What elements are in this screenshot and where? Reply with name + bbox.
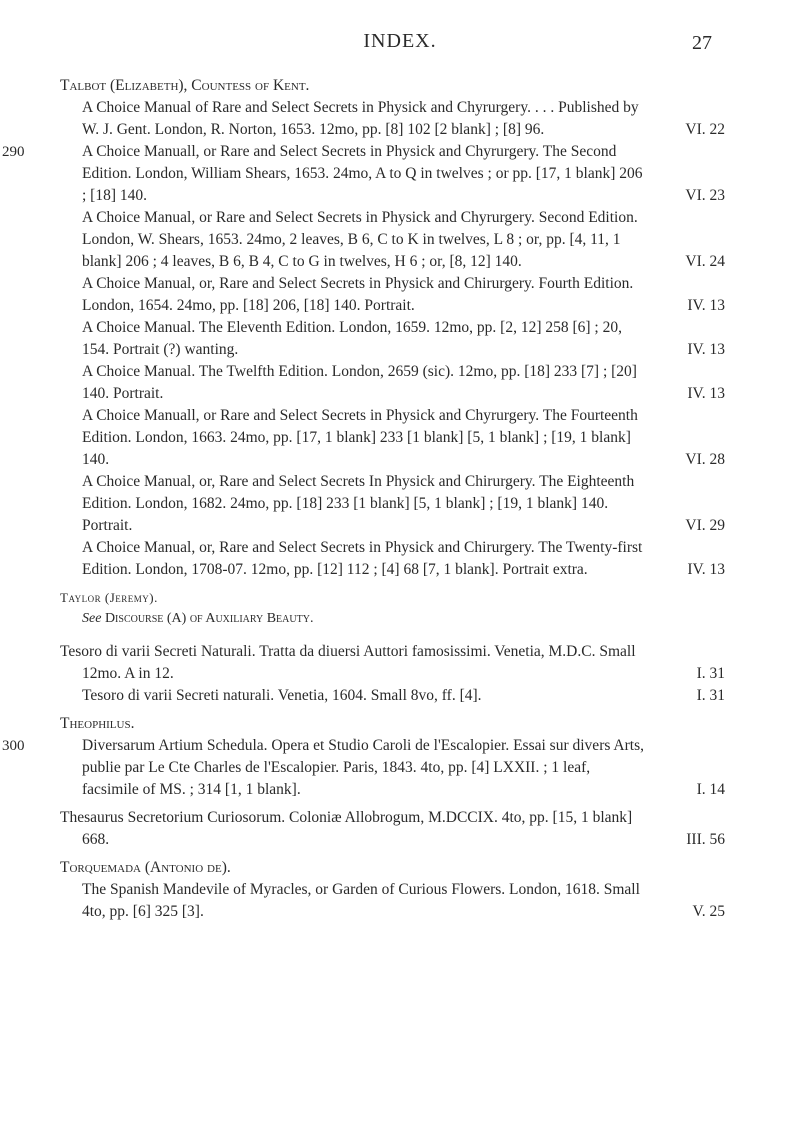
entry-heading: Talbot (Elizabeth), Countess of Kent. [60,77,310,94]
volume-ref: IV. 13 [687,341,725,358]
see-reference [60,609,725,629]
item-text: A Choice Manual. The Twelfth Edition. London, 2659 (sic). 12mo, pp. [18] 233 [7] ; [20] 140. Portrait. [82,363,637,402]
index-item [60,207,725,273]
index-item [60,471,725,537]
item-text: A Choice Manual, or, Rare and Select Secrets in Physick and Chirurgery. The Twenty-first Edition. London, 1708-07. 12mo, pp. [12] 112 ; [4] 68 [7, 1 blank]. Portrait extra. [82,539,643,578]
volume-ref: VI. 22 [685,121,725,138]
index-entry-thesaurus [60,807,725,851]
volume-ref: IV. 13 [687,561,725,578]
index-item [60,273,725,317]
see-prefix: See [82,611,102,626]
index-item [60,317,725,361]
item-text: A Choice Manual, or, Rare and Select Secrets in Physick and Chirurgery. Fourth Edition. London, 1654. 24mo, pp. [18] 206, [18] 140. Portrait. [82,275,634,314]
item-text: A Choice Manual of Rare and Select Secrets in Physick and Chyrurgery. . . . Published by W. J. Gent. London, R. Norton, 1653. 12mo, pp. [8] 102 [2 blank] ; [8] 96. [82,99,639,138]
item-text: A Choice Manuall, or Rare and Select Secrets in Physick and Chyrurgery. The Second Edition. London, William Shears, 1653. 24mo, A to Q in twelves ; or pp. [17, 1 blank] 206 ; [18] 140. [82,143,643,204]
index-item [2,735,725,801]
index-entry-talbot [2,75,725,581]
item-text: Tesoro di varii Secreti naturali. Venetia, 1604. Small 8vo, ff. [4]. [82,687,482,704]
index-item [60,807,725,851]
entry-heading: Taylor (Jeremy). [60,590,158,605]
item-text: A Choice Manual. The Eleventh Edition. London, 1659. 12mo, pp. [2, 12] 258 [6] ; 20, 154. Portrait (?) wanting. [82,319,622,358]
volume-ref: I. 31 [696,665,725,682]
page-number: 27 [692,32,712,54]
item-text: The Spanish Mandevile of Myracles, or Garden of Curious Flowers. London, 1618. Small 4to, pp. [6] 325 [3]. [82,881,640,920]
volume-ref: IV. 13 [687,297,725,314]
volume-ref: VI. 23 [685,187,725,204]
index-item [60,879,725,923]
item-text: A Choice Manual, or Rare and Select Secrets in Physick and Chyrurgery. Second Edition. London, W. Shears, 1653. 24mo, 2 leaves, B 6, C to K in twelves, L 8 ; or, pp. [4, 11, 1 blank] 206 ; 4 leaves, B 6, B 4, C to G in twelves, H 6 ; or, [8, 12] 140. [82,209,638,270]
item-text: Tesoro di varii Secreti Naturali. Tratta da diuersi Auttori famosissimi. Venetia, M.D.C. Small 12mo. A in 12. [60,643,636,682]
margin-number: 290 [2,144,25,160]
index-entry-taylor [60,587,725,629]
index-item [60,361,725,405]
volume-ref: IV. 13 [687,385,725,402]
entry-heading: Theophilus. [60,715,135,732]
item-text: Thesaurus Secretorium Curiosorum. Coloniæ Allobrogum, M.DCCIX. 4to, pp. [15, 1 blank] 668. [60,809,633,848]
volume-ref: I. 31 [696,687,725,704]
index-item [60,641,725,685]
volume-ref: VI. 24 [685,253,725,270]
index-item [60,537,725,581]
index-item [2,141,725,207]
item-text: Diversarum Artium Schedula. Opera et Studio Caroli de l'Escalopier. Essai sur divers Arts, publie par Le Cte Charles de l'Escalopier. Paris, 1843. 4to, pp. [4] LXXII. ; 1 leaf, facsimile of MS. ; 314 [1, 1 blank]. [82,737,644,798]
index-item [60,405,725,471]
index-entry-torquemada [60,857,725,923]
page-header [0,30,800,60]
index-content [2,75,725,923]
item-text: A Choice Manuall, or Rare and Select Secrets in Physick and Chyrurgery. The Fourteenth Edition. London, 1663. 24mo, pp. [17, 1 blank] 233 [1 blank] [5, 1 blank] ; [19, 1 blank] 140. [82,407,638,468]
volume-ref: VI. 29 [685,517,725,534]
page-title: INDEX. [363,30,437,52]
volume-ref: III. 56 [686,831,725,848]
index-item [60,685,725,707]
index-entry-theophilus [2,713,725,801]
index-item [60,97,725,141]
see-target: Discourse (A) of Auxiliary Beauty. [104,611,314,626]
index-entry-tesoro [60,641,725,707]
volume-ref: V. 25 [692,903,725,920]
item-text: A Choice Manual, or, Rare and Select Secrets In Physick and Chirurgery. The Eighteenth Edition. London, 1682. 24mo, pp. [18] 233 [1 blank] [5, 1 blank] ; [19, 1 blank] 140. Portrait. [82,473,635,534]
entry-heading: Torquemada (Antonio de). [60,859,231,876]
volume-ref: VI. 28 [685,451,725,468]
volume-ref: I. 14 [696,781,725,798]
margin-number: 300 [2,738,25,754]
